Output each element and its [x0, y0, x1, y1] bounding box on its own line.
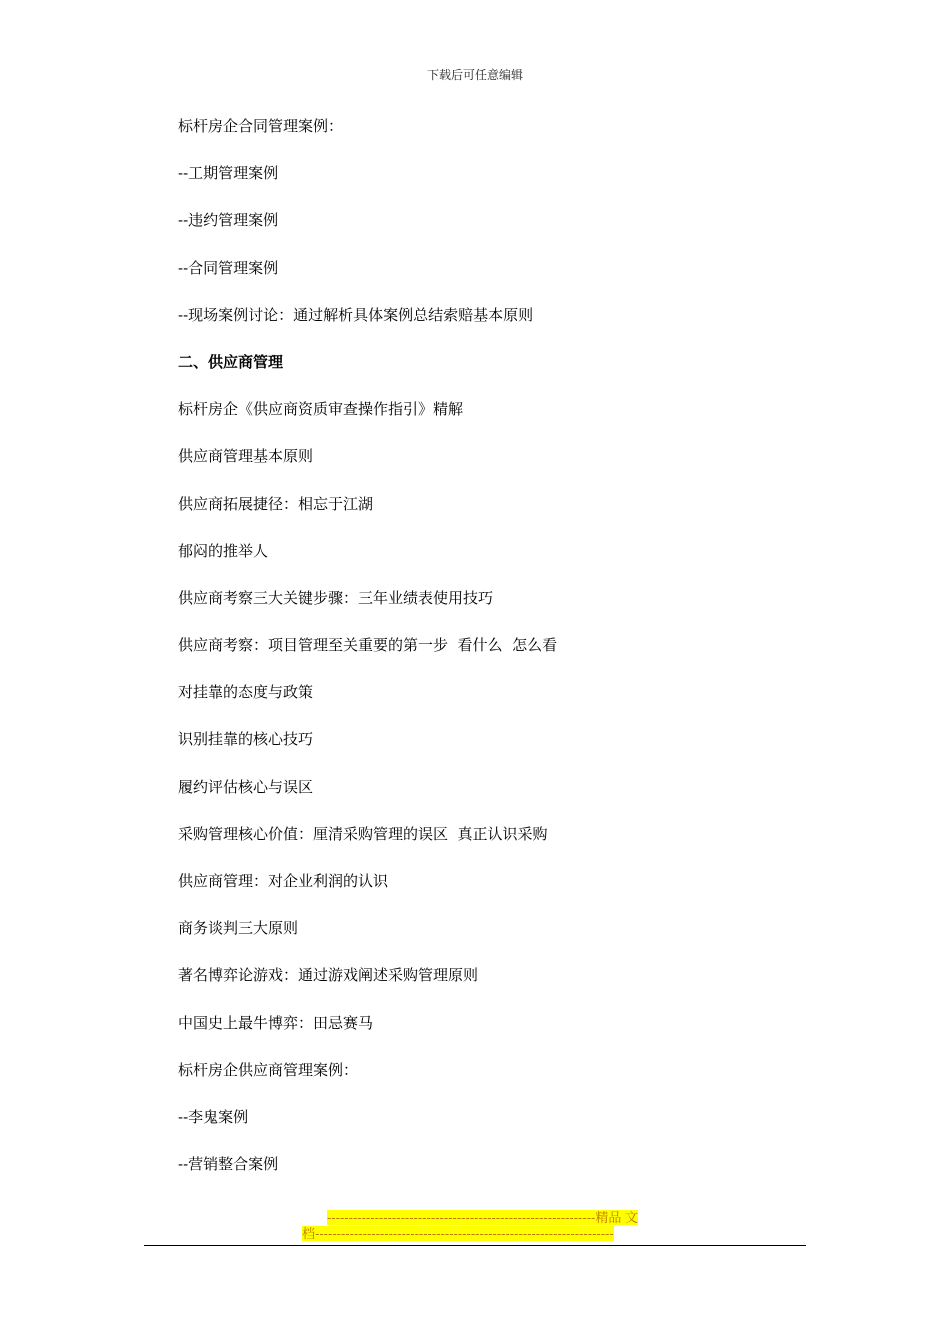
text-line: 供应商考察三大关键步骤：三年业绩表使用技巧	[178, 588, 494, 607]
page-header: 下载后可任意编辑	[426, 68, 523, 82]
text-line: --现场案例讨论：通过解析具体案例总结索赔基本原则	[178, 305, 534, 324]
text-line: --李鬼案例	[178, 1107, 249, 1126]
text-line: --营销整合案例	[178, 1155, 279, 1174]
text-line: 中国史上最牛博弈：田忌赛马	[178, 1013, 374, 1032]
text-line: 标杆房企合同管理案例：	[178, 117, 344, 135]
text-line: --工期管理案例	[178, 164, 279, 183]
text-line: 供应商拓展捷径：相忘于江湖	[178, 494, 374, 513]
footer-watermark-line-1: --------------------------------------------------------------精品 文	[326, 1210, 638, 1225]
document-body	[178, 116, 818, 1201]
text-line: 采购管理核心价值：厘清采购管理的误区 真正认识采购	[178, 824, 548, 843]
text-line: --合同管理案例	[178, 258, 279, 277]
text-line: 标杆房企《供应商资质审查操作指引》精解	[178, 400, 464, 419]
text-line: 供应商考察：项目管理至关重要的第一步 看什么 怎么看	[178, 636, 558, 655]
section-heading: 二、供应商管理	[178, 352, 284, 371]
text-line: 供应商管理基本原则	[178, 447, 314, 466]
text-line: 著名博弈论游戏：通过游戏阐述采购管理原则	[178, 966, 479, 985]
text-line: 商务谈判三大原则	[178, 919, 299, 938]
footer-watermark-line-2: 档---------------------------------------------------------------------	[302, 1226, 614, 1241]
text-line: 供应商管理：对企业利润的认识	[178, 872, 389, 890]
text-line: 履约评估核心与误区	[178, 777, 314, 796]
footer-watermark	[302, 1210, 650, 1242]
text-line: --违约管理案例	[178, 211, 279, 230]
footer-divider	[144, 1245, 806, 1246]
text-line: 对挂靠的态度与政策	[178, 683, 314, 702]
text-line: 识别挂靠的核心技巧	[178, 730, 314, 749]
text-line: 标杆房企供应商管理案例：	[178, 1060, 359, 1079]
text-line: 郁闷的推举人	[178, 541, 269, 560]
